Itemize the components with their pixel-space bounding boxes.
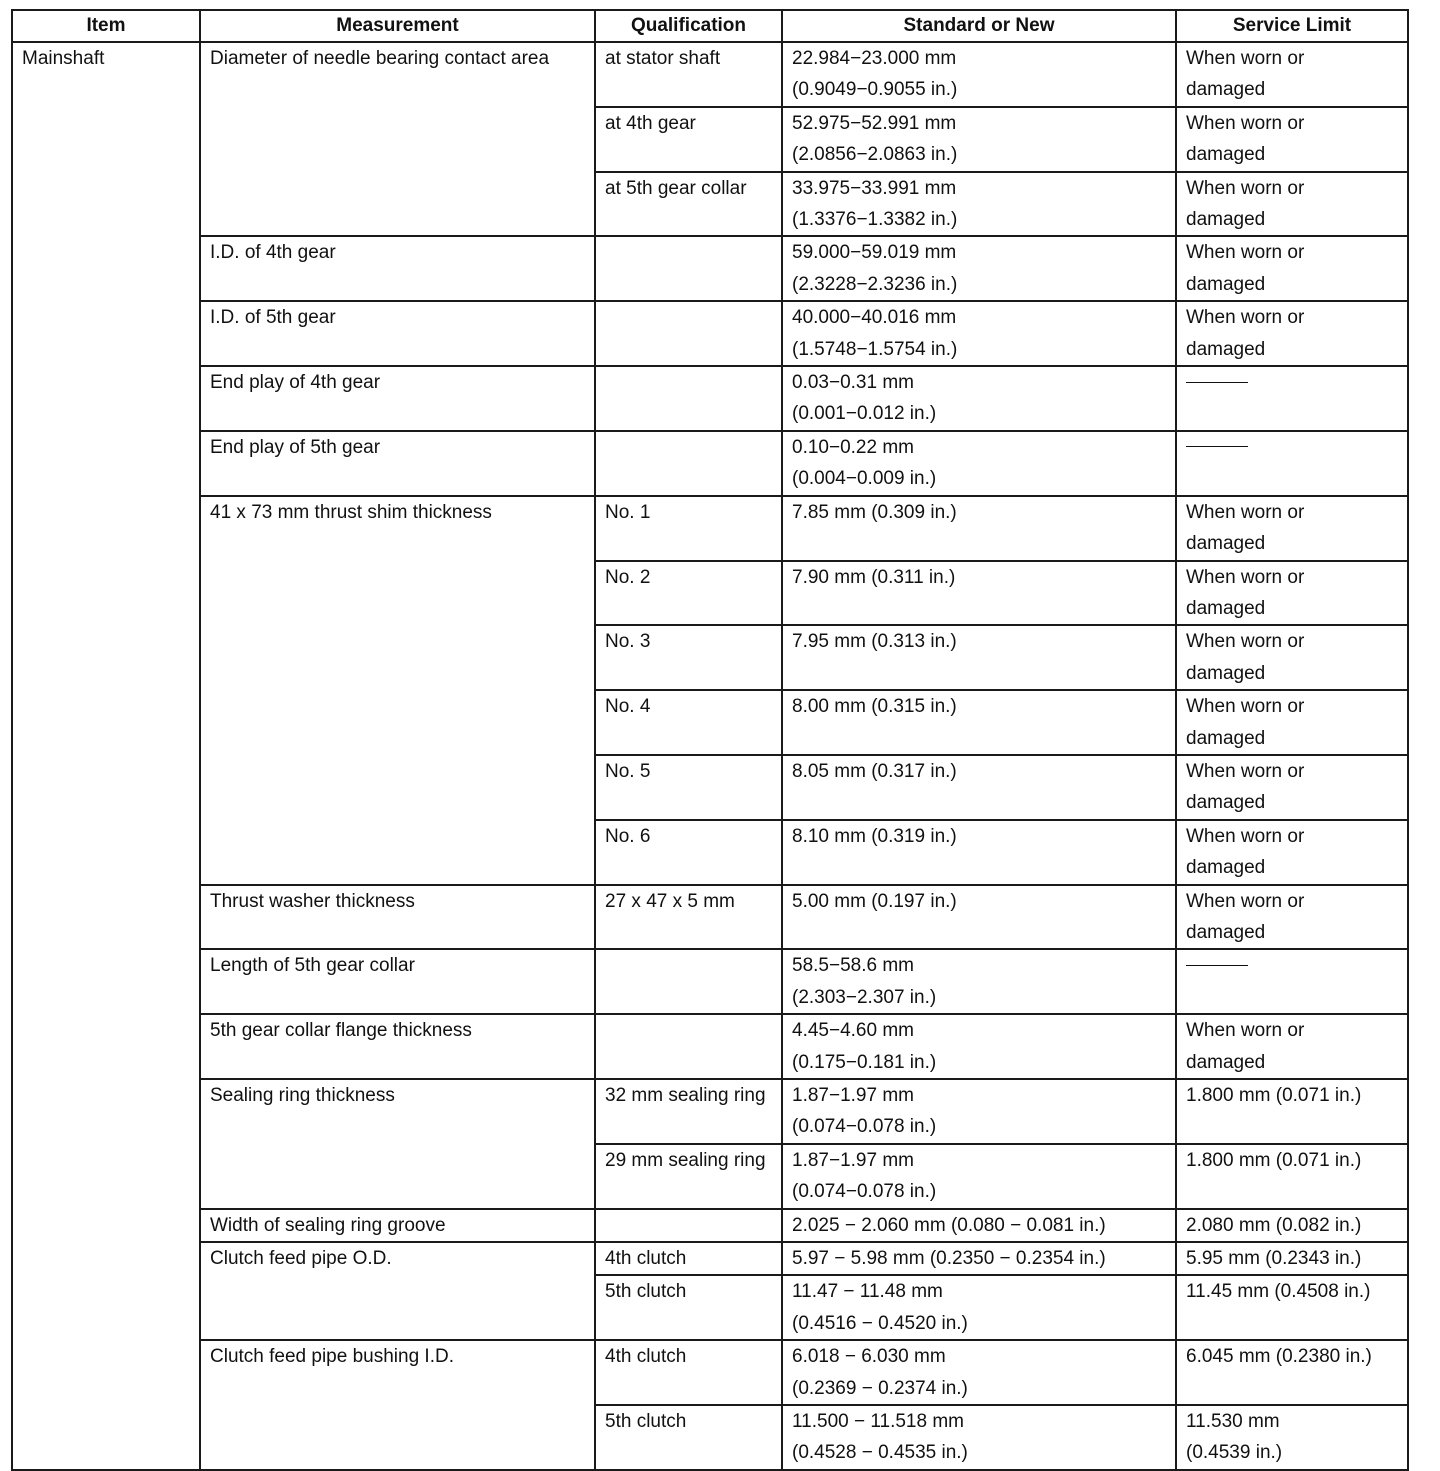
service-limit-line: When worn or (1186, 760, 1305, 782)
standard-line: (0.4516 − 0.4520 in.) (792, 1312, 968, 1334)
service-limit-line: damaged (1186, 144, 1266, 166)
header-item: Item (12, 10, 200, 42)
standard-line: 11.47 − 11.48 mm (792, 1281, 943, 1303)
measurement-cell: Length of 5th gear collar (200, 949, 595, 1014)
qualification-cell (595, 1209, 782, 1242)
header-qualification: Qualification (595, 10, 782, 42)
standard-line: (1.3376−1.3382 in.) (792, 209, 958, 231)
service-limit-cell (1176, 820, 1408, 885)
qualification-cell: 5th clutch (595, 1405, 782, 1470)
service-limit-cell (1176, 301, 1408, 366)
standard-line: (2.3228−2.3236 in.) (792, 273, 958, 295)
service-limit-cell (1176, 431, 1408, 496)
service-limit-line: damaged (1186, 79, 1266, 101)
qualification-cell (595, 236, 782, 301)
standard-line: 8.05 mm (0.317 in.) (792, 760, 957, 782)
service-limit-line: damaged (1186, 209, 1266, 231)
service-limit-cell (1176, 1340, 1408, 1405)
service-limit-cell (1176, 1079, 1408, 1144)
standard-cell (782, 1014, 1176, 1079)
measurement-cell: 41 x 73 mm thrust shim thickness (200, 496, 595, 885)
service-limit-line: When worn or (1186, 566, 1305, 588)
standard-cell (782, 690, 1176, 755)
table-row (12, 496, 1408, 561)
standard-cell (782, 42, 1176, 107)
service-limit-line: damaged (1186, 597, 1266, 619)
service-limit-cell (1176, 172, 1408, 237)
standard-cell (782, 1405, 1176, 1470)
service-limit-line: When worn or (1186, 825, 1305, 847)
standard-cell (782, 1242, 1176, 1275)
standard-cell (782, 1144, 1176, 1209)
table-row (12, 431, 1408, 496)
table-row (12, 366, 1408, 431)
standard-cell (782, 496, 1176, 561)
standard-line: 6.018 − 6.030 mm (792, 1346, 946, 1368)
standard-line: 7.90 mm (0.311 in.) (792, 566, 956, 588)
qualification-cell (595, 949, 782, 1014)
standard-cell (782, 107, 1176, 172)
qualification-cell: 32 mm sealing ring (595, 1079, 782, 1144)
service-limit-cell (1176, 755, 1408, 820)
standard-line: 1.87−1.97 mm (792, 1085, 914, 1106)
service-limit-cell (1176, 625, 1408, 690)
standard-line: 59.000−59.019 mm (792, 242, 957, 264)
service-limit-line: damaged (1186, 273, 1266, 295)
measurement-cell: Sealing ring thickness (200, 1079, 595, 1209)
measurement-cell: End play of 5th gear (200, 431, 595, 496)
service-limit-cell (1176, 1144, 1408, 1209)
table-row (12, 42, 1408, 107)
standard-cell (782, 1340, 1176, 1405)
standard-line: 58.5−58.6 mm (792, 955, 914, 977)
service-limit-line: 2.080 mm (0.082 in.) (1186, 1214, 1362, 1236)
standard-line: (0.004−0.009 in.) (792, 468, 937, 490)
service-limit-line: damaged (1186, 1051, 1266, 1073)
standard-line: (0.4528 − 0.4535 in.) (792, 1442, 968, 1464)
qualification-cell: 4th clutch (595, 1340, 782, 1405)
standard-line: (0.2369 − 0.2374 in.) (792, 1377, 968, 1399)
standard-cell (782, 820, 1176, 885)
standard-cell (782, 949, 1176, 1014)
standard-cell (782, 1275, 1176, 1340)
qualification-cell: No. 2 (595, 561, 782, 626)
service-limit-line: damaged (1186, 792, 1266, 814)
standard-line: (0.074−0.078 in.) (792, 1116, 937, 1138)
standard-cell (782, 431, 1176, 496)
standard-cell (782, 625, 1176, 690)
standard-line: 2.025 − 2.060 mm (0.080 − 0.081 in.) (792, 1214, 1106, 1236)
standard-cell (782, 301, 1176, 366)
service-limit-cell (1176, 366, 1408, 431)
service-limit-line: When worn or (1186, 177, 1305, 199)
standard-cell (782, 1079, 1176, 1144)
service-limit-line: When worn or (1186, 501, 1305, 523)
qualification-cell: No. 3 (595, 625, 782, 690)
standard-line: 7.95 mm (0.313 in.) (792, 631, 957, 653)
service-limit-cell (1176, 107, 1408, 172)
qualification-cell: No. 4 (595, 690, 782, 755)
qualification-cell (595, 431, 782, 496)
standard-line: 11.500 − 11.518 mm (792, 1411, 964, 1433)
standard-line: (1.5748−1.5754 in.) (792, 338, 958, 360)
service-limit-line: When worn or (1186, 307, 1305, 329)
header-service-limit: Service Limit (1176, 10, 1408, 42)
service-limit-line: 6.045 mm (0.2380 in.) (1186, 1346, 1372, 1368)
standard-cell (782, 366, 1176, 431)
service-limit-line: (0.4539 in.) (1186, 1442, 1283, 1464)
standard-line: 52.975−52.991 mm (792, 112, 957, 134)
measurement-cell: Width of sealing ring groove (200, 1209, 595, 1242)
service-limit-line: damaged (1186, 857, 1266, 879)
no-limit-dash (1186, 446, 1248, 447)
service-limit-cell (1176, 1014, 1408, 1079)
service-limit-cell (1176, 690, 1408, 755)
service-limit-line: When worn or (1186, 112, 1305, 134)
qualification-cell: at 4th gear (595, 107, 782, 172)
service-limit-line: damaged (1186, 338, 1266, 360)
service-limit-line: 11.45 mm (0.4508 in.) (1186, 1281, 1371, 1303)
table-row (12, 1079, 1408, 1144)
spec-table (11, 9, 1409, 1471)
standard-line: 5.00 mm (0.197 in.) (792, 890, 957, 912)
service-limit-cell (1176, 1242, 1408, 1275)
service-limit-cell (1176, 885, 1408, 950)
standard-cell (782, 561, 1176, 626)
qualification-cell (595, 301, 782, 366)
qualification-cell: No. 6 (595, 820, 782, 885)
measurement-cell: Diameter of needle bearing contact area (200, 42, 595, 236)
header-measurement: Measurement (200, 10, 595, 42)
header-row (12, 10, 1408, 42)
qualification-cell: 29 mm sealing ring (595, 1144, 782, 1209)
qualification-cell: 4th clutch (595, 1242, 782, 1275)
service-limit-line: When worn or (1186, 890, 1305, 912)
item-cell: Mainshaft (12, 42, 200, 1470)
service-limit-line: 1.800 mm (0.071 in.) (1186, 1149, 1362, 1171)
table-row (12, 885, 1408, 950)
table-row (12, 236, 1408, 301)
qualification-cell: 27 x 47 x 5 mm (595, 885, 782, 950)
service-limit-line: 11.530 mm (1186, 1411, 1280, 1433)
standard-cell (782, 236, 1176, 301)
service-limit-cell (1176, 1275, 1408, 1340)
standard-cell (782, 885, 1176, 950)
standard-line: 0.03−0.31 mm (792, 372, 914, 394)
service-limit-line: 5.95 mm (0.2343 in.) (1186, 1248, 1362, 1270)
service-limit-line: damaged (1186, 533, 1266, 555)
qualification-cell: at 5th gear collar (595, 172, 782, 237)
standard-line: 33.975−33.991 mm (792, 177, 957, 199)
service-limit-cell (1176, 496, 1408, 561)
service-limit-cell (1176, 1405, 1408, 1470)
service-limit-line: damaged (1186, 727, 1266, 749)
qualification-cell (595, 366, 782, 431)
standard-line: (0.9049−0.9055 in.) (792, 79, 958, 101)
table-row (12, 949, 1408, 1014)
standard-cell (782, 755, 1176, 820)
standard-line: 22.984−23.000 mm (792, 48, 957, 69)
qualification-cell: No. 1 (595, 496, 782, 561)
service-limit-line: When worn or (1186, 696, 1305, 718)
service-limit-line: damaged (1186, 921, 1266, 943)
service-limit-line: When worn or (1186, 242, 1305, 264)
service-limit-cell (1176, 42, 1408, 107)
standard-line: 1.87−1.97 mm (792, 1149, 914, 1171)
measurement-cell: I.D. of 5th gear (200, 301, 595, 366)
no-limit-dash (1186, 965, 1248, 966)
measurement-cell: 5th gear collar flange thickness (200, 1014, 595, 1079)
service-limit-line: damaged (1186, 662, 1266, 684)
qualification-cell: 5th clutch (595, 1275, 782, 1340)
service-limit-cell (1176, 561, 1408, 626)
service-limit-line: When worn or (1186, 1020, 1305, 1042)
service-limit-cell (1176, 949, 1408, 1014)
service-limit-cell (1176, 236, 1408, 301)
service-limit-cell (1176, 1209, 1408, 1242)
standard-cell (782, 1209, 1176, 1242)
qualification-cell: No. 5 (595, 755, 782, 820)
table-row (12, 1014, 1408, 1079)
standard-line: (0.001−0.012 in.) (792, 403, 937, 425)
measurement-cell: I.D. of 4th gear (200, 236, 595, 301)
measurement-cell: Clutch feed pipe bushing I.D. (200, 1340, 595, 1470)
standard-line: 7.85 mm (0.309 in.) (792, 501, 957, 523)
header-standard-or-new: Standard or New (782, 10, 1176, 42)
standard-line: 0.10−0.22 mm (792, 436, 914, 458)
service-limit-line: 1.800 mm (0.071 in.) (1186, 1085, 1362, 1106)
qualification-cell (595, 1014, 782, 1079)
standard-cell (782, 172, 1176, 237)
standard-line: 8.00 mm (0.315 in.) (792, 696, 957, 718)
table-row (12, 1340, 1408, 1405)
table-row (12, 301, 1408, 366)
standard-line: (0.074−0.078 in.) (792, 1181, 937, 1203)
standard-line: 40.000−40.016 mm (792, 307, 957, 329)
measurement-cell: Clutch feed pipe O.D. (200, 1242, 595, 1340)
standard-line: (0.175−0.181 in.) (792, 1051, 937, 1073)
measurement-cell: Thrust washer thickness (200, 885, 595, 950)
measurement-cell: End play of 4th gear (200, 366, 595, 431)
standard-line: (2.303−2.307 in.) (792, 986, 937, 1008)
standard-line: 4.45−4.60 mm (792, 1020, 914, 1042)
table-row (12, 1242, 1408, 1275)
standard-line: 5.97 − 5.98 mm (0.2350 − 0.2354 in.) (792, 1248, 1106, 1270)
no-limit-dash (1186, 382, 1248, 383)
standard-line: (2.0856−2.0863 in.) (792, 144, 958, 166)
standard-line: 8.10 mm (0.319 in.) (792, 825, 957, 847)
table-row (12, 1209, 1408, 1242)
service-limit-line: When worn or (1186, 631, 1305, 653)
qualification-cell: at stator shaft (595, 42, 782, 107)
spec-table-body (12, 42, 1408, 1470)
service-limit-line: When worn or (1186, 48, 1305, 69)
